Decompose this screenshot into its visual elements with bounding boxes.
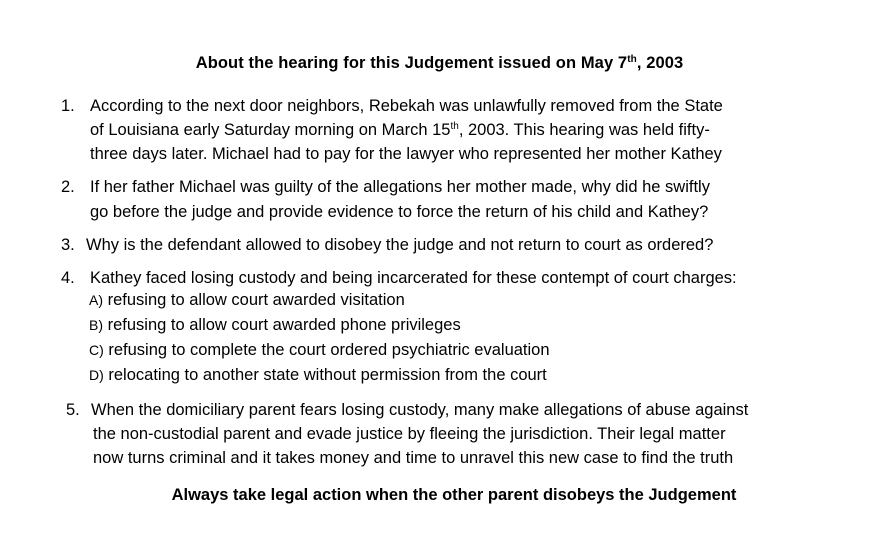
title-superscript: th: [627, 54, 637, 65]
item-line: [90, 118, 710, 142]
sub-item-letter: C): [89, 342, 104, 358]
line-text: , 2003. This hearing was held fifty-: [458, 121, 710, 139]
sub-item-letter: D): [89, 367, 104, 383]
item-number: 5.: [66, 401, 80, 419]
item-line: According to the next door neighbors, Rebekah was unlawfully removed from the State: [90, 97, 723, 115]
sub-item-text: refusing to allow court awarded visitation: [107, 291, 405, 309]
item-line: When the domiciliary parent fears losing custody, many make allegations of abuse against: [91, 401, 749, 419]
sub-item-d: [89, 366, 547, 385]
sub-item-text: relocating to another state without permission from the court: [108, 366, 547, 384]
item-number: 2.: [61, 178, 75, 196]
sub-item-c: [89, 341, 550, 360]
item-number: 1.: [61, 97, 75, 115]
sub-item-letter: A): [89, 292, 103, 308]
line-superscript: th: [450, 121, 459, 132]
document-title: [0, 54, 879, 73]
item-line: go before the judge and provide evidence to force the return of his child and Kathey?: [90, 203, 709, 221]
title-text: About the hearing for this Judgement issued on May 7: [195, 54, 628, 72]
item-line: If her father Michael was guilty of the allegations her mother made, why did he swiftly: [90, 178, 710, 196]
item-line: three days later. Michael had to pay for the lawyer who represented her mother Kathey: [90, 145, 722, 163]
item-number: 3.: [61, 236, 75, 254]
sub-item-text: refusing to allow court awarded phone privileges: [107, 316, 461, 334]
item-number: 4.: [61, 269, 75, 287]
line-text: of Louisiana early Saturday morning on March 15: [90, 121, 451, 139]
item-line: Why is the defendant allowed to disobey the judge and not return to court as ordered?: [86, 236, 714, 254]
sub-item-b: [89, 316, 461, 335]
sub-item-letter: B): [89, 317, 103, 333]
sub-item-text: refusing to complete the court ordered psychiatric evaluation: [108, 341, 550, 359]
title-year: , 2003: [636, 54, 684, 72]
item-line: Kathey faced losing custody and being incarcerated for these contempt of court charges:: [90, 269, 737, 287]
closing-statement: Always take legal action when the other parent disobeys the Judgement: [171, 486, 737, 504]
item-line: the non-custodial parent and evade justice by fleeing the jurisdiction. Their legal matter: [93, 425, 726, 443]
item-line: now turns criminal and it takes money and time to unravel this new case to find the truth: [93, 449, 734, 467]
sub-item-a: [89, 291, 405, 310]
